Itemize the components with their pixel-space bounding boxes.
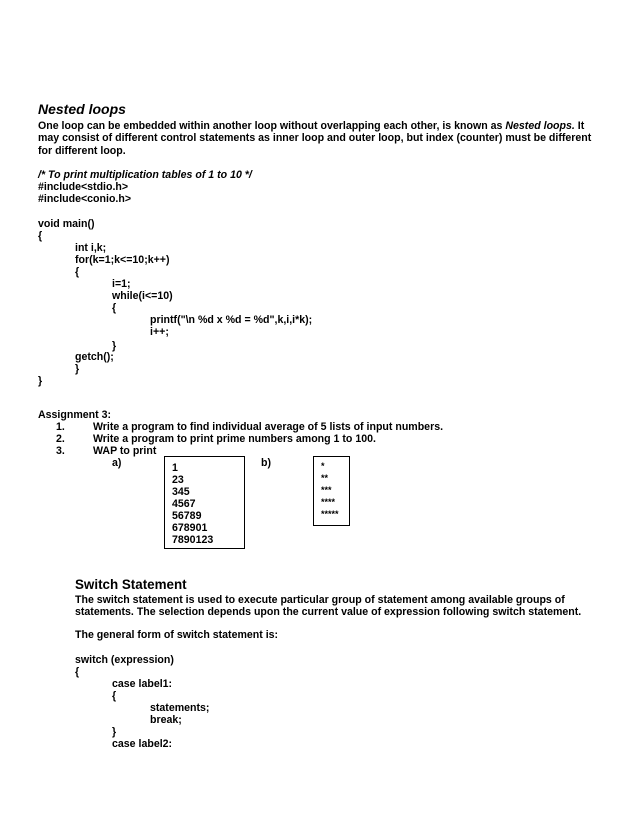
switch-code-line: statements; — [150, 702, 210, 714]
assignment-item-text: Write a program to find individual average of 5 lists of input numbers. — [93, 421, 444, 433]
code-line: for(k=1;k<=10;k++) — [75, 254, 170, 266]
code-line: while(i<=10) — [112, 290, 173, 302]
code-line: { — [75, 266, 80, 278]
pattern-b-line: * — [321, 461, 325, 471]
switch-general-form: The general form of switch statement is: — [75, 629, 279, 641]
pattern-b-line: *** — [321, 485, 332, 495]
code-line: getch(); — [75, 351, 114, 363]
pattern-a-box — [164, 456, 245, 549]
switch-code-line: { — [75, 666, 80, 678]
assignment-title: Assignment 3: — [38, 409, 111, 421]
switch-code-line: case label2: — [112, 738, 173, 750]
code-line: printf("\n %d x %d = %d",k,i,i*k); — [150, 314, 313, 326]
switch-code-line: switch (expression) — [75, 654, 174, 666]
pattern-a-label: a) — [112, 457, 122, 469]
nested-loops-text-italic: Nested loops. — [505, 120, 575, 132]
code-line: void main() — [38, 218, 95, 230]
pattern-a-line: 345 — [172, 486, 190, 498]
code-line: int i,k; — [75, 242, 107, 254]
code-line: } — [75, 363, 80, 375]
assignment-item-number: 1. — [56, 421, 65, 433]
switch-paragraph: The switch statement is used to execute particular group of statement among available groups of statements. The selection depends upon the current value of expression following switch statement. — [75, 594, 582, 619]
nested-loops-paragraph — [38, 120, 604, 157]
pattern-a-line: 7890123 — [172, 534, 214, 546]
nested-loops-text-1: One loop can be embedded within another loop without overlapping each other, is known as — [38, 120, 506, 132]
nested-loops-heading: Nested loops — [38, 101, 126, 117]
assignment-item-text: Write a program to print prime numbers among 1 to 100. — [93, 433, 376, 445]
pattern-b-line: **** — [321, 497, 336, 507]
code-include-conio: #include<conio.h> — [38, 193, 132, 205]
switch-code-line: break; — [150, 714, 182, 726]
pattern-a-line: 56789 — [172, 510, 202, 522]
code-line: i++; — [150, 326, 169, 338]
pattern-a-line: 23 — [172, 474, 184, 486]
code-line: i=1; — [112, 278, 131, 290]
pattern-a-line: 1 — [172, 462, 178, 474]
pattern-b-line: ** — [321, 473, 329, 483]
pattern-b-box — [313, 456, 350, 526]
assignment-item-number: 3. — [56, 445, 65, 457]
code-comment: /* To print multiplication tables of 1 to 10 */ — [38, 169, 252, 181]
code-line: } — [38, 375, 43, 387]
code-line: { — [38, 230, 43, 242]
code-line: } — [112, 340, 117, 352]
pattern-a-line: 4567 — [172, 498, 196, 510]
switch-heading: Switch Statement — [75, 577, 187, 592]
pattern-b-label: b) — [261, 457, 271, 469]
switch-code-line: case label1: — [112, 678, 173, 690]
code-line: { — [112, 302, 117, 314]
assignment-item-number: 2. — [56, 433, 65, 445]
pattern-b-line: ***** — [321, 509, 339, 519]
switch-code-line: { — [112, 690, 117, 702]
nested-loops-text-2: It may consist of different control statements as inner loop and outer loop, but index (counter) must be different for different loop. — [38, 120, 592, 157]
code-include-stdio: #include<stdio.h> — [38, 181, 129, 193]
switch-code-line: } — [112, 726, 117, 738]
pattern-a-line: 678901 — [172, 522, 208, 534]
assignment-item-text: WAP to print — [93, 445, 157, 457]
